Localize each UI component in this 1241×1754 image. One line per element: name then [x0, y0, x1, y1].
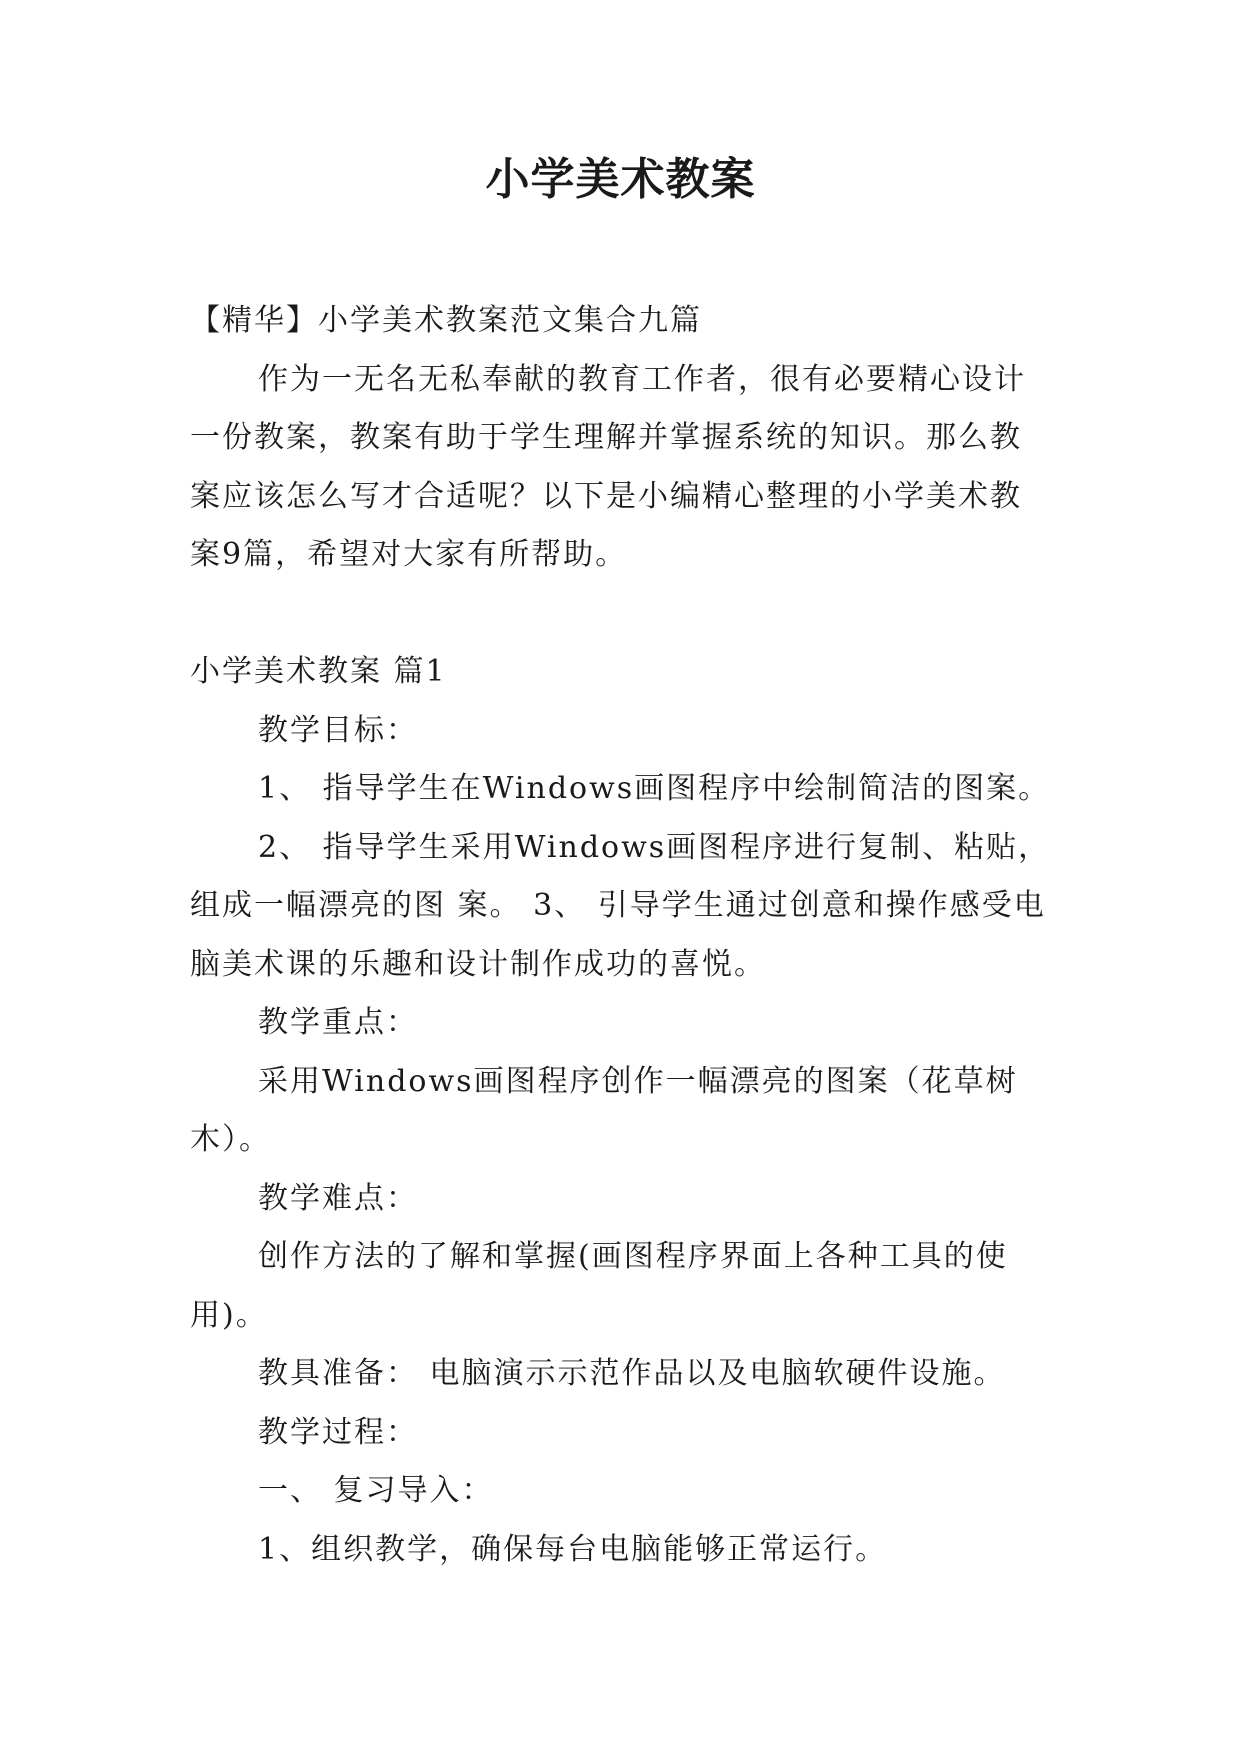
teaching-aids: 教具准备： 电脑演示示范作品以及电脑软硬件设施。: [258, 1356, 1006, 1391]
paragraph-spacer: [190, 585, 1052, 644]
key-points-text: 采用Windows画图程序创作一幅漂亮的图案（花草树木）。: [190, 1063, 1018, 1157]
goal-item-1: 1、 指导学生在Windows画图程序中绘制简洁的图案。: [258, 771, 1051, 806]
document-title: 小学美术教案: [485, 154, 756, 205]
section-heading: 小学美术教案 篇1: [190, 654, 447, 689]
difficulties-heading: 教学难点：: [258, 1180, 418, 1216]
teaching-process-heading: 教学过程：: [258, 1414, 418, 1450]
key-points-heading: 教学重点：: [258, 1005, 418, 1040]
review-intro-heading: 一、 复习导入：: [258, 1473, 494, 1508]
teaching-goals-heading: 教学目标：: [258, 712, 418, 748]
document-body: [190, 292, 1052, 1579]
intro-paragraph: 作为一无名无私奉献的教育工作者，很有必要精心设计一份教案，教案有助于学生理解并掌握系统的知识。那么教案应该怎么写才合适呢？以下是小编精心整理的小学美术教案9篇，希望对大家有所帮助。: [190, 361, 1026, 572]
document-subtitle: 【精华】小学美术教案范文集合九篇: [190, 303, 702, 338]
process-item-1: 1、组织教学，确保每台电脑能够正常运行。: [258, 1531, 888, 1567]
goal-item-2: 2、 指导学生采用Windows画图程序进行复制、粘贴，组成一幅漂亮的图 案。 3、 引导学生通过创意和操作感受电脑美术课的乐趣和设计制作成功的喜悦。: [190, 829, 1051, 982]
difficulties-text: 创作方法的了解和掌握(画图程序界面上各种工具的使用)。: [190, 1239, 1008, 1333]
